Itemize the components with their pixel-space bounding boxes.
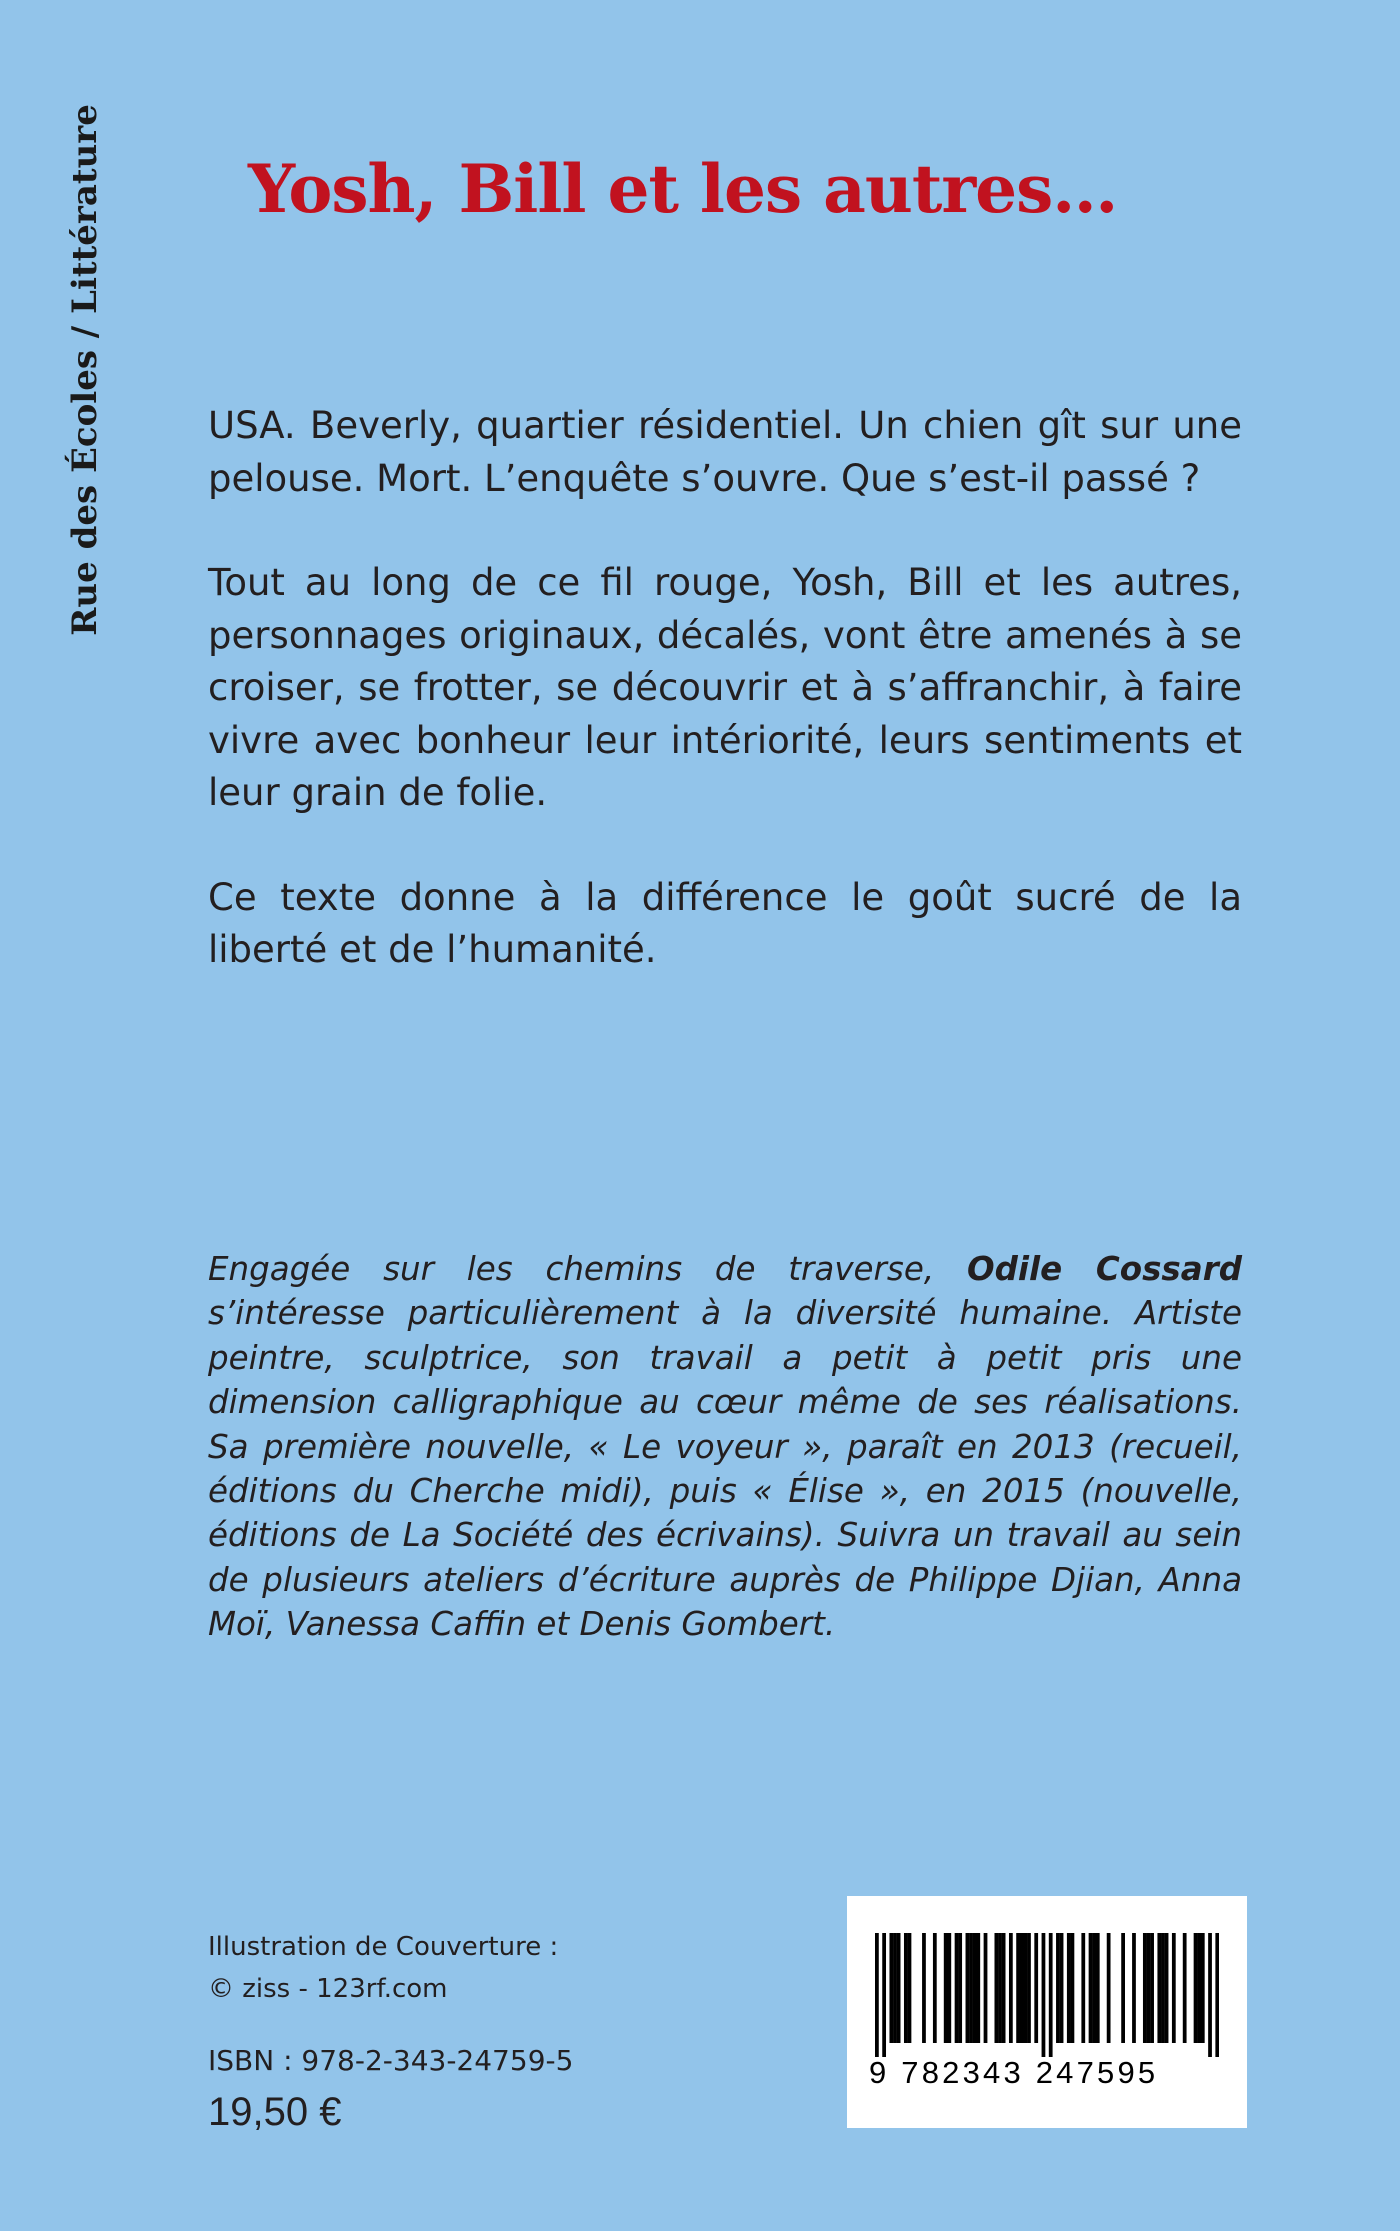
barcode-bar <box>1215 1933 1219 2057</box>
barcode-bar <box>1023 1933 1027 2043</box>
barcode-digits: 9 782343 247595 <box>869 2055 1159 2090</box>
barcode-bar <box>994 1933 998 2043</box>
bio-intro: Engagée sur les chemins de traverse, <box>208 1250 967 1288</box>
barcode-bar <box>1208 1933 1212 2057</box>
illustration-credit <box>208 1926 558 2010</box>
barcode-bar <box>1049 1933 1053 2057</box>
barcode-bar <box>1197 1933 1201 2043</box>
barcode <box>847 1896 1247 2128</box>
barcode-bar <box>893 1933 897 2043</box>
barcode-bar <box>1157 1933 1161 2043</box>
summary-paragraph: Ce texte donne à la différence le goût sucré de la liberté et de l’humanité. <box>208 875 1242 971</box>
barcode-bar <box>998 1933 1002 2043</box>
barcode-bar <box>984 1933 988 2043</box>
credit-label: Illustration de Couverture : <box>208 1932 559 1962</box>
barcode-bar <box>875 1933 879 2057</box>
barcode-bar <box>969 1933 973 2043</box>
barcode-bar <box>955 1933 959 2043</box>
summary <box>208 400 1242 1029</box>
barcode-bar <box>904 1933 908 2043</box>
barcode-bar <box>1147 1933 1151 2043</box>
barcode-bar <box>944 1933 948 2043</box>
barcode-bar <box>1002 1933 1006 2043</box>
barcode-bar <box>1165 1933 1169 2043</box>
barcode-bar <box>1121 1933 1125 2043</box>
barcode-bar <box>1071 1933 1075 2043</box>
barcode-bar <box>947 1933 951 2043</box>
isbn: ISBN : 978-2-343-24759-5 <box>208 2044 574 2077</box>
barcode-bar <box>1132 1933 1136 2043</box>
barcode-bar <box>1161 1933 1165 2043</box>
author-name: Odile Cossard <box>966 1250 1242 1288</box>
barcode-bar <box>973 1933 977 2043</box>
barcode-bars <box>875 1933 1219 2057</box>
barcode-bar <box>1194 1933 1198 2043</box>
barcode-bar <box>882 1933 886 2057</box>
barcode-bar <box>1042 1933 1046 2057</box>
barcode-bar <box>1027 1933 1031 2043</box>
barcode-bar <box>976 1933 980 2043</box>
spine-label-text: Rue des Écoles / Littérature <box>65 104 105 636</box>
barcode-bar <box>1009 1933 1013 2043</box>
author-bio <box>208 1247 1242 1647</box>
barcode-bar <box>1172 1933 1176 2043</box>
barcode-bar <box>1107 1933 1111 2043</box>
spine-label <box>60 100 110 640</box>
credit-source: © ziss - 123rf.com <box>208 1974 448 2004</box>
barcode-bar <box>1034 1933 1038 2043</box>
barcode-bar <box>958 1933 962 2043</box>
barcode-bar <box>1183 1933 1187 2043</box>
price: 19,50 € <box>208 2090 342 2134</box>
barcode-bar <box>1150 1933 1154 2043</box>
barcode-bar <box>933 1933 937 2043</box>
barcode-bar <box>1096 1933 1100 2043</box>
summary-paragraph: Tout au long de ce fil rouge, Yosh, Bill et les autres, personnages originaux, décalés, vont être amenés à se croiser, se frotter, se découvrir et à s’affranchir, à faire vivre avec bonheur leur intériorité, leurs sentiments et leur grain de folie. <box>208 561 1242 814</box>
barcode-bar <box>922 1933 926 2043</box>
barcode-bar <box>1016 1933 1020 2043</box>
barcode-bar <box>1089 1933 1093 2043</box>
barcode-bar <box>1201 1933 1205 2043</box>
barcode-bar <box>1081 1933 1085 2043</box>
barcode-bar <box>1143 1933 1147 2043</box>
summary-paragraph: USA. Beverly, quartier résidentiel. Un chien gît sur une pelouse. Mort. L’enquête s’ouvre. Que s’est-il passé ? <box>208 404 1242 500</box>
barcode-bar <box>908 1933 912 2043</box>
barcode-bar <box>1060 1933 1064 2043</box>
barcode-bar <box>1092 1933 1096 2043</box>
barcode-bar <box>897 1933 901 2043</box>
barcode-bar <box>1056 1933 1060 2043</box>
book-title: Yosh, Bill et les autres… <box>248 150 1118 228</box>
bio-body: s’intéresse particulièrement à la diversité humaine. Artiste peintre, sculptrice, son travail a petit à petit pris une dimension calligraphique au cœur même de ses réalisations. Sa première nouvelle, « Le voyeur », paraît en 2013 (recueil, éditions du Cherche midi), puis « Élise », en 2015 (nouvelle, éditions de La Société des écrivains). Suivra un travail au sein de plusieurs ateliers d’écriture auprès de Philippe Djian, Anna Moï, Vanessa Caffin et Denis Gombert. <box>208 1294 1242 1644</box>
barcode-bar <box>889 1933 893 2043</box>
barcode-bar <box>1067 1933 1071 2043</box>
barcode-bar <box>1020 1933 1024 2043</box>
barcode-bar <box>966 1933 970 2043</box>
